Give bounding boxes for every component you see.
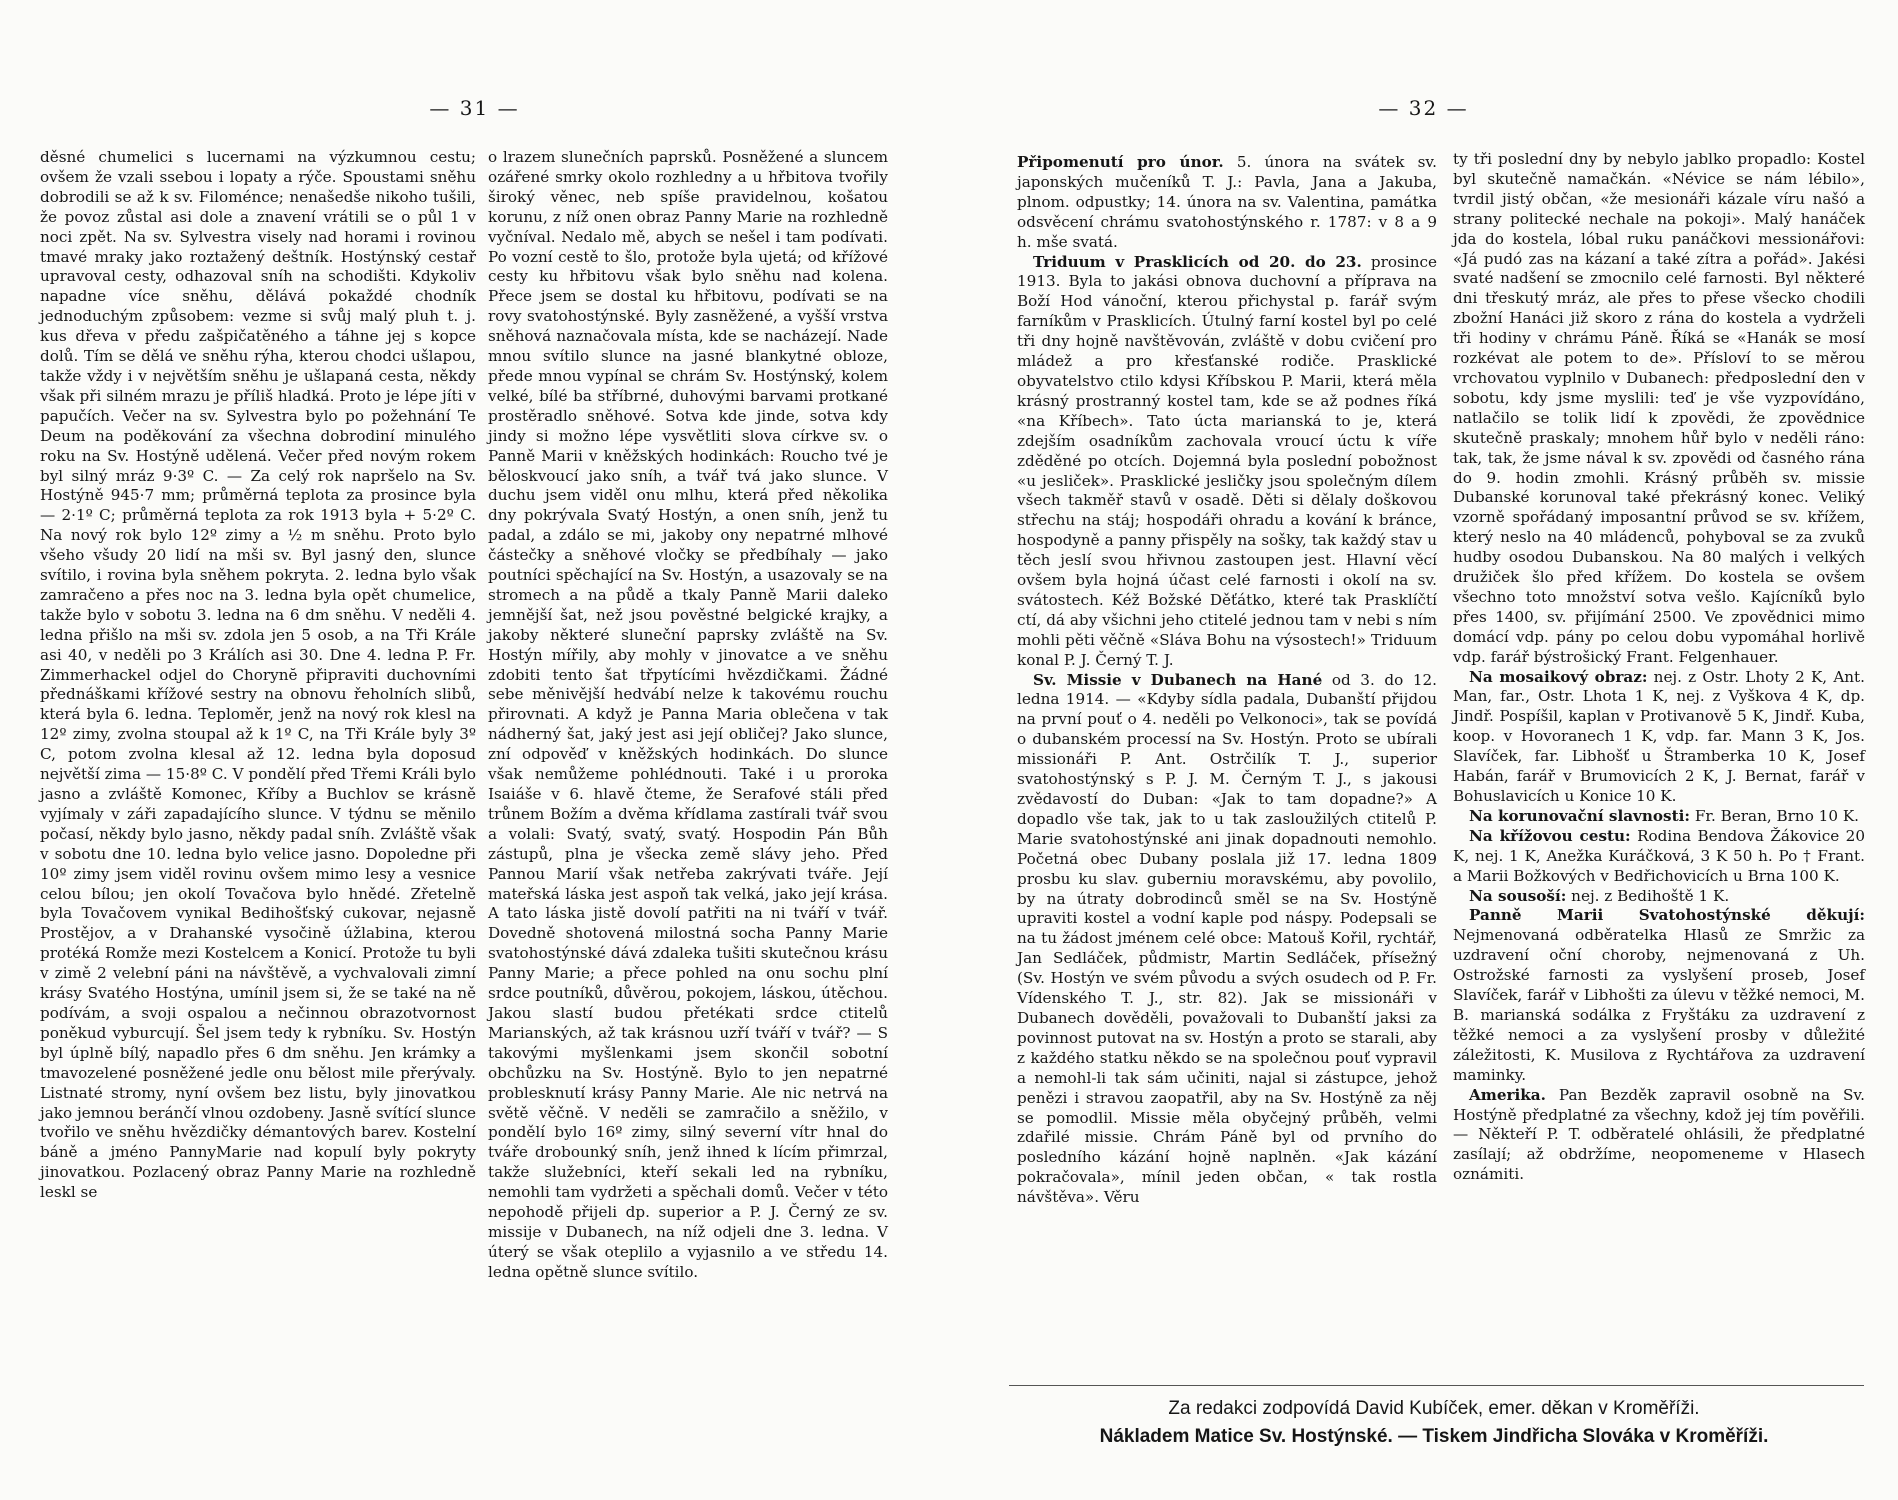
left-column-2 (488, 148, 888, 1283)
paragraph-text: nej. z Ostr. Lhoty 2 K, Ant. Man, far., Ostr. Lhota 1 K, nej. z Vyškova 4 K, dp. Jindř. Pospíšil, kaplan v Protivanově 5 K, Jindř. Kuba, koop. v Hovoranech 1 K, vdp. far. Mann 3 K, Jos. Slavíček, far. Libhošť u Štramberka 10 K, Josef Habán, farář v Brumovicích 2 K, J. Bernat, farář v Bohuslavicích u Konice 10 K. (1453, 667, 1865, 805)
section-heading: Na sousoší: (1469, 886, 1567, 905)
paragraph (1453, 1086, 1865, 1186)
paragraph-text: Fr. Beran, Brno 10 K. (1690, 806, 1860, 825)
page-number: — 31 — (429, 96, 520, 120)
right-column-2 (1453, 150, 1865, 1185)
paragraph-text: ty tři poslední dny by nebylo jablko propadlo: Kostel byl skutečně namačkán. «Névice se nám lébilo», tvrdil jistý občan, «že mesionáři kázale víru našó a strany politecké nechale na pokoji». Malý hanáček jda do kostela, lóbal ruku panáčkovi messionářovi: «Já pudó zas na kázaní a také zítra a pořád». Jakési svaté nadšení se zmocnilo celé farnosti. Byl některé dni třeskutý mráz, ale přes to přese všecko chodili zbožní Hanáci již skoro z rána do kostela a vydrželi tři hodiny v chrámu Páně. Říká se «Hanák se mosí rozkévat ale potem to de». Přísloví to se měrou vrchovatou vyplnilo v Dubanech: předposlední den v sobotu, kdy jsme myslili: teď je vše vyzpovídáno, natlačilo se tolik lidí k zpovědi, že zpovědnice skutečně praskaly; mnohem hůř bylo v neděli ráno: tak, tak, že jsme nával k sv. zpovědi od časného rána do 9. hodin zmohli. Krásný průběh sv. missie Dubanské korunoval také překrásný konec. Veliký vzorně spořádaný imposantní průvod se sv. křížem, který neslo na 40 mládenců, pohyboval se za zvuků hudby osodou Dubanskou. Na 80 malých i velkých družiček šlo před křížem. Do kostela se ovšem všechno toto množství sotva vešlo. Kajícníků bylo přes 1400, sv. přijímání 2500. Ve zpovědnici mimo domácí vdp. pány po celou dobu vypomáhal horlivě vdp. farář býstrošický Frant. Felgenhauer. (1453, 150, 1865, 666)
section-heading: Na křížovou cestu: (1469, 826, 1631, 845)
paragraph-text: od 3. do 12. ledna 1914. — «Kdyby sídla padala, Dubanští přijdou na první pouť o 4. neděli po Velkonoci», tak se povídá o dubanském processí na Sv. Hostýn. Proto se ubírali missionáři P. Ant. Ostrčilík T. J., superior svatohostýnský s P. J. M. Černým T. J., s jakousi zvědavostí do Duban: «Jak to tam dopadne?» A dopadlo vše tak, jak to u tak zasloužilých ctitelů P. Marie svatohostýnské ani jinak dopadnouti nemohlo. Početná obec Dubany poslala již 17. ledna 1809 prosbu ku slav. guberniu moravskému, aby povolilo, by na útraty dobrodinců směl se na Sv. Hostýně upraviti kostel a vodní kaple pod náspy. Podepsali se na tu žádost jménem celé obce: Matouš Kořil, rychtář, Jan Sedláček, půdmistr, Martin Sedláček, přísežný (Sv. Hostýn ve svém původu a svých osudech od P. Fr. Vídenského T. J., str. 82). Jak se missionáři v Dubanech dověděli, považovali to Dubanští jaksi za povinnost putovat na sv. Hostýn a proto se starali, aby z každého statku někdo se na společnou pouť vypravil a nemohl-li tak sám učiniti, najal si zástupce, jehož penězi i stravou zaopatřil, aby na Sv. Hostýně za něj se pomodlil. Missie měla obyčejný průběh, velmi zdařilé missie. Chrám Páně byl od prvního do posledního kázání hojně naplněn. «Jak kázání pokračovala», mínil jeden občan, « tak rostla návštěva». Věru (1017, 670, 1438, 1207)
paragraph-text: nej. z Bedihoště 1 K. (1566, 886, 1730, 905)
paragraph (1453, 887, 1865, 907)
page-number: — 32 — (1378, 96, 1469, 120)
paragraph (1017, 671, 1437, 1208)
paragraph (1453, 150, 1865, 668)
paragraph-text: Rodina Bendova Žákovice 20 K, nej. 1 K, Anežka Kuráčková, 3 K 50 h. Po † Frant. a Marii Božkových v Bedřichovicích u Brna 100 K. (1453, 826, 1866, 885)
section-heading: Sv. Missie v Dubanech na Hané (1033, 670, 1323, 689)
imprint-divider (1009, 1385, 1864, 1386)
paragraph-text: Nejmenovaná odběratelka Hlasů ze Smržic za uzdravení oční choroby, nejmenovaná z Uh. Ostrožské farnosti za vyslyšení proseb, Josef Slavíček, farář v Libhošti za úlevu v těžké nemoci, M. B. marianská sodálka z Fryštáku za uzdravení z těžké nemoci a za vyslyšení prosby v důležité záležitosti, K. Musilova z Rychtářova za uzdravení maminky. (1453, 926, 1865, 1084)
left-column-1 (40, 148, 476, 1203)
paragraph (1453, 827, 1865, 887)
section-heading: Triduum v Prasklicích od 20. do 23. (1033, 252, 1362, 271)
section-heading: Amerika. (1469, 1085, 1546, 1104)
paragraph-text: prosince 1913. Byla to jakási obnova duchovní a příprava na Boží Hod vánoční, kterou přichystal p. farář svým farníkům v Prasklicích. Útulný farní kostel byl po celé tři dny hojně navštěvován, zvláště v dobu cvičení pro mládež a pro křesťanské rodiče. Prasklické obyvatelstvo ctilo kdysi Kříbskou P. Marii, která měla krásný prostranný kostel tam, kde se až podnes říká «na Kříbech». Tato úcta marianská to je, která zdejším osadníkům zachovala vroucí úctu k víře zděděné po otcích. Dojemná byla poslední pobožnost «u jesliček». Prasklické jesličky jsou společným dílem všech takměř stavů v osadě. Děti si dělaly doškovou střechu na stáj; hospodáři ohradu a kování k bránce, hospodyně a panny přispěly na sošky, tak každý stav u těch jeslí svou hřivnou zastoupen jest. Hlavní věcí ovšem byla hojná účast celé farnosti i okolí na sv. svátostech. Kéž Božské Děťátko, které tak Prasklíčtí ctí, dá aby všichni jeho ctitelé jednou tam v nebi s ním mohli pěti věčně «Sláva Bohu na výsostech!» Triduum konal P. J. Černý T. J. (1017, 252, 1437, 669)
paragraph-text: Pan Bezděk zapravil osobně na Sv. Hostýně předplatné za všechny, kdož jej tím pověřili. — Někteří P. T. odběratelé ohlásili, že předplatné zasílají; až obdržíme, neopomeneme v Hlasech oznámiti. (1453, 1085, 1865, 1184)
paragraph: o lrazem slunečních paprsků. Posněžené a sluncem ozářené smrky okolo rozhledny a u hřbitova tvořily široký věnec, neb spíše pravidelnou, košatou korunu, z níž onen obraz Panny Marie na rozhledně vyčníval. Nedalo mě, abych se nešel i tam podívati. Po vozní cestě to šlo, protože byla ujetá; od křížové cesty ku hřbitovu však bylo sněhu nad kolena. Přece jsem se dostal ku hřbitovu, podívati se na rovy svatohostýnské. Byly zasněžené, a vyšší vrstva sněhová naznačovala místa, kde se nacházejí. Nade mnou svítilo slunce na jasné blankytné obloze, přede mnou vypínal se chrám Sv. Hostýnský, kolem velké, bílé ba stříbrné, duhovými barvami protkané prostěradlo sněhové. Sotva kde jinde, sotva kdy jindy si možno lépe vysvětliti slova církve sv. o Panně Marii v kněžských hodinkách: Roucho tvé je běloskvoucí jako sníh, a tvář tvá jako slunce. V duchu jsem viděl onu mlhu, která před několika dny pokrývala Svatý Hostýn, a onen sníh, jenž tu padal, a zdálo se mi, jakoby ony nepatrné mlhové částečky a sněhové vločky se předbíhaly — jako poutníci spěchající na Sv. Hostýn, a usazovaly se na stromech a na půdě a tkaly Panně Marii daleko jemnější šat, než jsou pověstné belgické krajky, a jakoby některé sluneční paprsky zvláště na Sv. Hostýn mířily, aby mohly v jinovatce a ve sněhu zdobiti tento šat třpytícími hvězdičkami. Žádné sebe měnivější hedvábí nelze k takovému rouchu přirovnati. A když je Panna Maria oblečena v tak nádherný šat, jaký jest asi její obličej? Jako slunce, zní odpověď v kněžských hodinkách. Do slunce však nemůžeme pohlédnouti. Také i u proroka Isaiáše v 6. hlavě čteme, že Serafové stáli před trůnem Božím a dvěma křídlama zastírali tvář svou a volali: Svatý, svatý, svatý. Hospodin Pán Bůh zástupů, plna je všecka země slávy jeho. Před Pannou Marií však netřeba zakrývati tváře. Její mateřská láska jest aspoň tak velká, jako její krása. A tato láska jistě dovolí patřiti na ni tváří v tvář. Dovedně shotovená milostná socha Panny Marie svatohostýnské dává zdaleka tušiti skutečnou krásu Panny Marie; a přece pohled na onu sochu plní srdce poutníků, důvěrou, pokojem, láskou, útěchou. Jakou slastí budou přetékati srdce ctitelů Marianských, až tak krásnou uzří tváří v tvář? — S takovými myšlenkami jsem skončil sobotní obchůzku na Sv. Hostýně. Bylo to jen nepatrné problesknutí krásy Panny Marie. Ale nic netrvá na světě věčně. V neděli se zamračilo a sněžilo, v pondělí bylo 16º zimy, silný severní vítr hnal do tváře drobounký sníh, jenž ihned k lícím přimrzal, takže služebníci, kteří sekali led na rybníku, nemohli tam vydržeti a spěchali domů. Večer v této nepohodě přijeli dp. superior a P. J. Černý ze sv. missije v Dubanech, na níž odjeli dne 3. ledna. V úterý se však oteplilo a vyjasnilo a ve středu 14. ledna opětně slunce svítilo. (488, 148, 888, 1281)
section-heading: Připomenutí pro únor. (1017, 153, 1224, 171)
section-heading: Na korunovační slavnosti: (1469, 806, 1690, 825)
paragraph (1453, 906, 1865, 1085)
paragraph (1017, 153, 1437, 253)
paragraph (1453, 668, 1865, 807)
imprint-publisher: Nákladem Matice Sv. Hostýnské. — Tiskem Jindřicha Slováka v Kroměříži. (1099, 1426, 1769, 1447)
section-heading: Panně Marii Svatohostýnské děkují: (1469, 906, 1865, 925)
paragraph-text: 5. února na svátek sv. japonských mučeníků T. J.: Pavla, Jana a Jakuba, plnom. odpustky; 14. února na sv. Valentina, památka odsvěcení chrámu svatohostýnského r. 1787: v 8 a 9 h. mše svatá. (1017, 153, 1437, 251)
imprint-editor: Za redakci zodpovídá David Kubíček, emer. děkan v Kroměříži. (1168, 1398, 1700, 1419)
section-heading: Na mosaikový obraz: (1469, 667, 1648, 686)
paragraph: děsné chumelici s lucernami na výzkumnou cestu; ovšem že vzali ssebou i lopaty a rýče. Spoustami sněhu dobrodili se až k sv. Filoménce; nenašedše nikoho tušili, že povoz zůstal asi dole a znavení vrátili se o půl 1 v noci zpět. Na sv. Sylvestra visely nad horami i rovinou tmavé mraky jako roztažený deštník. Hostýnský cestař upravoval cesty, odhazoval sníh na schodišti. Kdykoliv napadne více sněhu, dělává pokaždé chodník jednoduchým způsobem: vezme si svůj malý pluh t. j. kus dřeva v předu zašpičatěného a táhne jej s kopce dolů. Tím se dělá ve sněhu rýha, kterou chodci ušlapou, takže vždy i v největším sněhu je ušlapaná cesta, někdy však při silném mrazu je příliš hladká. Proto je lépe jíti v papučích. Večer na sv. Sylvestra bylo po požehnání Te Deum na poděkování za všechna dobrodiní minulého roku na Sv. Hostýně udělená. Večer před novým rokem byl silný mráz 9·3º C. — Za celý rok napršelo na Sv. Hostýně 945·7 mm; průměrná teplota za prosince byla — 2·1º C; průměrná teplota za rok 1913 byla + 5·2º C. Na nový rok bylo 12º zimy a ½ m sněhu. Proto bylo všeho všudy 20 lidí na mši sv. Byl jasný den, slunce svítilo, i rovina byla sněhem pokryta. 2. ledna bylo však zamračeno a přes noc na 3. ledna byla opět chumelice, takže bylo v sobotu 3. ledna na 6 dm sněhu. V neděli 4. ledna přišlo na mši sv. zdola jen 5 osob, a na Tři Krále asi 40, v neděli po 3 Králích asi 30. Dne 4. ledna P. Fr. Zimmerhackel odjel do Chorynĕ připraviti duchovními přednáškami křížové sestry na obnovu řeholních slibů, která byla 6. ledna. Teploměr, jenž na nový rok klesl na 12º zimy, zvolna stoupal až k 1º C, na Tři Krále byly 3º C, potom zvolna klesal až 12. ledna byla doposud největší zima — 15·8º C. V pondělí před Třemi Králi bylo jasno a zvláště Komonec, Kříby a Buchlov se krásně vyjímaly v záři zapadajícího slunce. V týdnu se měnilo počasí, někdy bylo jasno, někdy padal sníh. Zvláště však v sobotu dne 10. ledna bylo velice jasno. Dopoledne při 10º zimy jsem viděl rovinu ovšem mimo lesy a vesnice celou bílou; jen okolí Tovačova bylo hnědé. Zřetelně byla Tovačovem vynikal Bedihošťský cukovar, nejasně Prostějov, a v Drahanské vysočině úžlabina, kterou protéká Romže mezi Kostelcem a Konicí. Protože tu byli v zimě 2 velební páni na návštěvě, a vychvalovali zimní krásy Svatého Hostýna, umínil jsem si, že se také na ně podívám, a svoji ospalou a nečinnou obrazotvornost poněkud vyburcují. Šel jsem tedy k rybníku. Sv. Hostýn byl úplně bílý, napadlo přes 6 dm sněhu. Jen krámky a tmavozelené posněžené jedle onu bělost mile přerývaly. Listnaté stromy, nyní ovšem bez listu, byly jinovatkou jako jemnou beránčí vlnou ozdobeny. Jasně svítící slunce tvořilo ve sněhu hvězdičky démantových barev. Kostelní báně a jméno PannyMarie nad kopulí byly pokryty jinovatkou. Pozlacený obraz Panny Marie na rozhledně leskl se (40, 148, 476, 1202)
right-column-1 (1017, 153, 1437, 1208)
paragraph (1017, 253, 1437, 671)
paragraph (1453, 807, 1865, 827)
right-page (949, 0, 1898, 1500)
